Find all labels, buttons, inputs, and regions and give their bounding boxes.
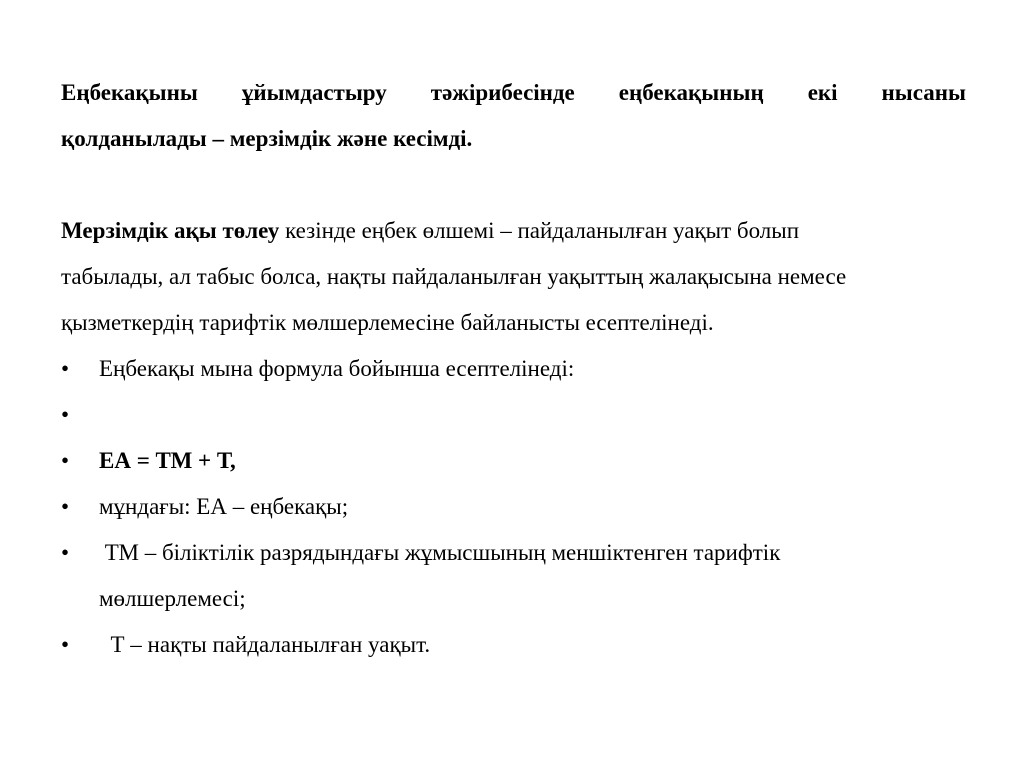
para1-word: ұйымдастыру <box>241 80 387 105</box>
bullet-text: Еңбекақы мына формула бойынша есептелінеді: <box>99 356 575 381</box>
bullet-icon: • <box>61 402 70 427</box>
bullet-icon: • <box>61 632 70 657</box>
para2-line1-rest: кезінде еңбек өлшемі – пайдаланылған уақыт болып <box>279 218 800 243</box>
para2-line1 <box>61 216 966 246</box>
para1-word: нысаны <box>881 80 966 105</box>
para2-line2: табылады, ал табыс болса, нақты пайдаланылған уақыттың жалақысына немесе <box>61 264 847 289</box>
para1-line2: қолданылады – мерзімдік және кесімді. <box>61 126 473 151</box>
para2-bold-term: Мерзімдік ақы төлеу <box>61 218 280 243</box>
bullet-icon: • <box>61 494 70 519</box>
para1-line1 <box>61 78 966 108</box>
para1-word: Еңбекақыны <box>61 80 198 105</box>
para1-word: тәжірибесінде <box>430 80 575 105</box>
para2-line3: қызметкердің тарифтік мөлшерлемесіне байланысты есептелінеді. <box>61 310 714 335</box>
formula-text: ЕА = ТМ + Т, <box>99 448 236 473</box>
bullet-item-5-continuation: мөлшерлемесі; <box>99 586 246 611</box>
bullet-text: Т – нақты пайдаланылған уақыт. <box>99 632 431 657</box>
para1-word: еңбекақының <box>618 80 764 105</box>
para1-word: екі <box>807 80 838 105</box>
bullet-icon: • <box>61 540 70 565</box>
bullet-icon: • <box>61 448 70 473</box>
bullet-text: мұндағы: ЕА – еңбекақы; <box>99 494 349 519</box>
bullet-text: ТМ – біліктілік разрядындағы жұмысшының меншіктенген тарифтік <box>99 540 781 565</box>
bullet-icon: • <box>61 356 70 381</box>
